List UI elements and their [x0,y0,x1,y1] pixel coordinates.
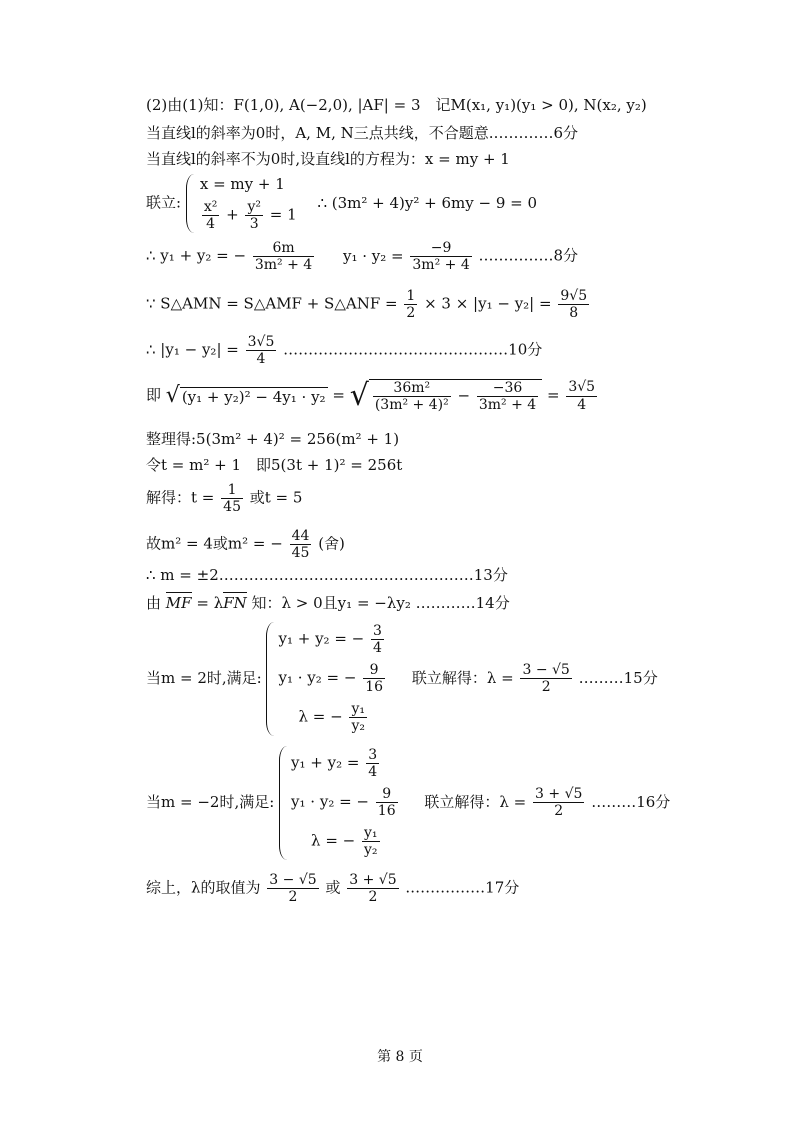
system-row: y₁ + y₂ = − $\frac{3}{4}$ [278,623,382,657]
fraction: $\frac{1}{2}$ [406,288,416,322]
equation-system [186,172,297,235]
line-system-joint [146,172,537,235]
line-given: (2)由(1)知：F(1,0), A(−2,0), |AF| = 3 记M(x₁, y₁)(y₁ > 0), N(x₂, y₂) [146,96,647,114]
system-row: y₁ · y₂ = − $\frac{9}{16}$ [278,662,384,696]
fraction: $\frac{3}{4}$ [368,747,378,781]
score-8: ……………8分 [478,246,579,265]
fraction: $\frac{1}{45}$ [223,482,241,516]
quadratic-result: ∴ (3m² + 4)y² + 6my − 9 = 0 [317,193,538,212]
fraction: $\frac{3 - √5}{2}$ [269,872,317,906]
brace [266,622,275,736]
fraction: $\frac{9}{16}$ [377,786,396,820]
fraction: $\frac{3}{4}$ [373,623,382,657]
line-m-value: ∴ m = ±2……………………………………………13分 [146,566,508,584]
page-number: 第 8 页 [377,1049,423,1065]
line-abs-diff: ∴ |y₁ − y₂| = $\frac{3√5}{4}$ ………………………………………10分 [146,334,543,368]
fraction: $\frac{3 + √5}{2}$ [535,786,583,820]
system-label: 联立: [146,193,182,212]
vector-mf: MF [165,594,192,612]
system-row: $\frac{\text{x²}}{4}$ + $\frac{\text{y²}}{3}$ = 1 [203,199,297,233]
system-row: x = my + 1 [199,175,285,193]
line-area: ∵ S△AMN = S△AMF + S△ANF = $\frac{1}{2}$ × 3 × |y₁ − y₂| = $\frac{9√5}{8}$ [146,288,588,322]
fraction: $\frac{\text{y₁}}{\text{y₂}}$ [351,701,365,735]
fraction: $\frac{\text{y²}}{3}$ [247,199,261,233]
fraction: $\frac{\text{x²}}{4}$ [203,199,218,233]
fraction: $\frac{44}{45}$ [291,528,310,562]
fraction: $\frac{\text{36m²}}{\text{(3m² + 4)²}}$ [374,379,449,413]
line-sqrt-equation: 即 √ (y₁ + y₂)² − 4y₁ · y₂ = √ $\frac{\text{36m²}}{\text{(3m² + 4)²}}$ − $\frac{-36}{\text{3m² + 4}}$ = $\frac{3√5}{4}$ [146,378,596,413]
system-row: λ = − $\frac{\text{y₁}}{\text{y₂}}$ [298,701,365,735]
fraction: $\frac{-9}{\text{3m² + 4}}$ [412,240,470,274]
fraction: $\frac{9√5}{8}$ [560,288,588,322]
fraction: $\frac{3 - √5}{2}$ [522,662,570,696]
fraction: $\frac{3 + √5}{2}$ [349,872,397,906]
line-conclusion: 综上，λ的取值为 $\frac{3 - √5}{2}$ 或 $\frac{3 + √5}{2}$ .……………17分 [146,872,520,906]
line-slope-zero: 当直线l的斜率为0时，A, M, N三点共线，不合题意.…………6分 [146,124,579,142]
line-solve-t: 解得：t = $\frac{1}{45}$ 或t = 5 [146,482,303,516]
line-simplify: 整理得:5(3m² + 4)² = 256(m² + 1) [146,430,400,448]
case-m-2: 当m = 2时,满足: y₁ + y₂ = − $\frac{3}{4}$ y₁ · y₂ = − $\frac{9}{16}$ λ = − $\frac{\text{y₁}}{\text{y₂}}$ 联立解得：λ = $\frac{3 - √5}{2}$ ………15分 [146,620,658,738]
line-vector-relation: 由 MF = λFN 知：λ > 0且y₁ = −λy₂ …………14分 [146,594,510,612]
score-16: ………16分 [591,792,671,811]
system-row: y₁ · y₂ = − $\frac{9}{16}$ [291,786,396,820]
vector-fn: FN [223,594,247,612]
fraction: $\frac{\text{y₁}}{\text{y₂}}$ [364,825,378,859]
line-substitution: 令t = m² + 1 即5(3t + 1)² = 256t [146,456,403,474]
score-10: ………………………………………10分 [283,340,543,359]
sqrt: √ (y₁ + y₂)² − 4y₁ · y₂ [165,382,326,408]
score-17: .……………17分 [405,878,520,897]
fraction: $\frac{3√5}{4}$ [568,379,596,413]
fraction: $\frac{-36}{\text{3m² + 4}}$ [478,379,537,413]
fraction: $\frac{3√5}{4}$ [247,334,275,368]
line-vieta: ∴ y₁ + y₂ = − $\frac{6m}{\text{3m² + 4}}$ y₁ · y₂ = $\frac{-9}{\text{3m² + 4}}$ ……………8分 [146,240,579,274]
system-row: λ = − $\frac{\text{y₁}}{\text{y₂}}$ [311,825,378,859]
case-m-minus-2: 当m = −2时,满足: y₁ + y₂ = $\frac{3}{4}$ y₁ · y₂ = − $\frac{9}{16}$ λ = − $\frac{\text{y₁}}{\text{y₂}}$ 联立解得：λ = $\frac{3 + √5}{2}$ ………16分 [146,744,670,862]
brace [279,746,288,860]
fraction: $\frac{9}{16}$ [365,662,384,696]
fraction: $\frac{6m}{\text{3m² + 4}}$ [254,240,313,274]
score-15: ………15分 [578,668,658,687]
sqrt: √ $\frac{\text{36m²}}{\text{(3m² + 4)²}}$ − $\frac{-36}{\text{3m² + 4}}$ [350,378,542,414]
equation-system [266,620,387,738]
system-row: y₁ + y₂ = $\frac{3}{4}$ [291,747,378,781]
line-slope-nonzero: 当直线l的斜率不为0时,设直线l的方程为：x = my + 1 [146,150,510,168]
equation-system [279,744,400,862]
brace [186,174,195,233]
line-m-squared: 故m² = 4或m² = − $\frac{44}{45}$ (舍) [146,528,345,562]
